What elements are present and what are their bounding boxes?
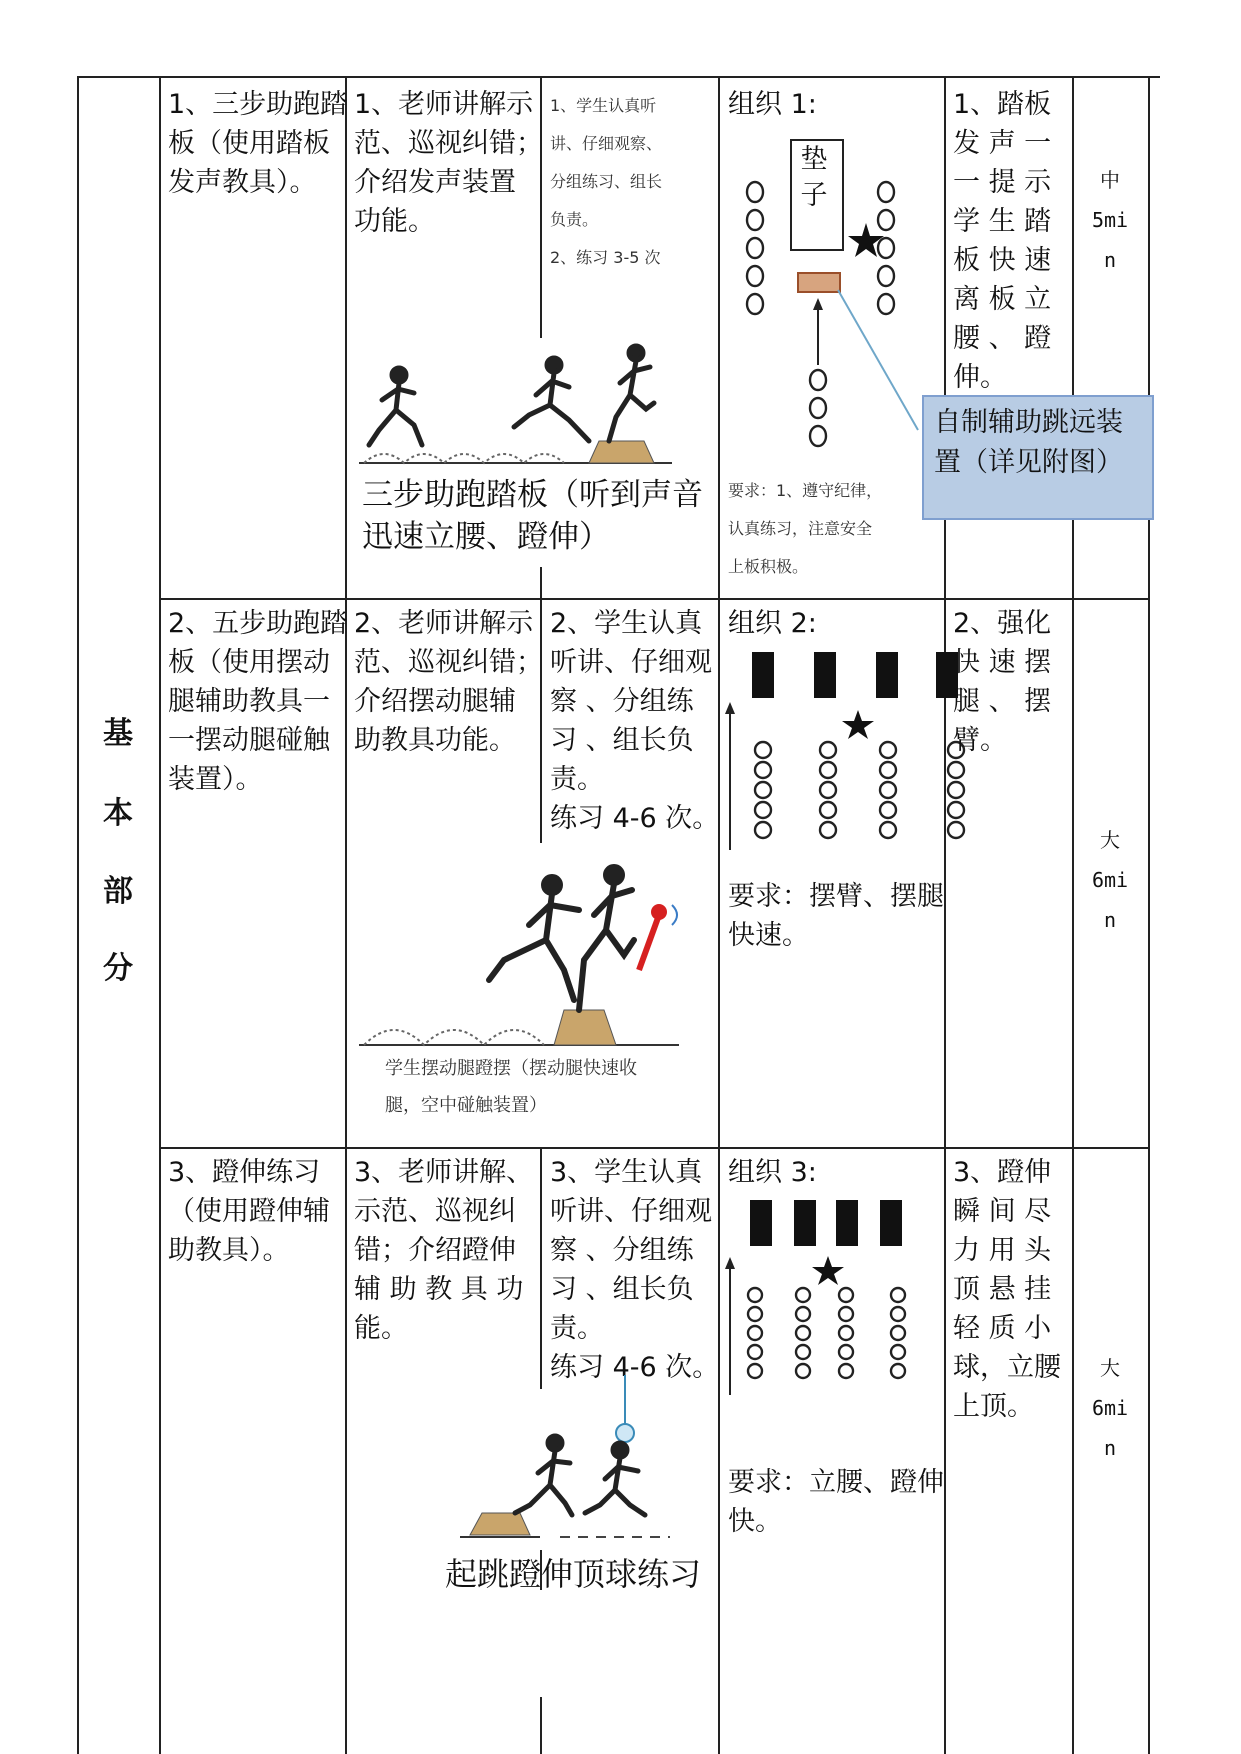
row3-points: 3、蹬伸 瞬 间 尽 力 用 头 顶 悬 挂 轻 质 小 球，立腰 上顶。 xyxy=(953,1157,1061,1422)
col-border xyxy=(345,76,347,1754)
row2-caption: 学生摆动腿蹬摆（摆动腿快速收 腿，空中碰触装置） xyxy=(385,1058,637,1116)
section-label-char: 部 xyxy=(103,874,133,909)
row1-teacher: 1、老师讲解示 范、巡视纠错； 介绍发声装置 功能。 xyxy=(354,89,543,237)
col-border xyxy=(159,76,161,1754)
row3-content: 3、蹬伸练习 （使用蹬伸辅 助教具）。 xyxy=(168,1157,330,1266)
row2-teacher: 2、老师讲解示 范、巡视纠错； 介绍摆动腿辅 助教具功能。 xyxy=(354,608,543,756)
row3-student: 3、学生认真 听讲、仔细观 察 、分组练 习 、组长负 责。 练习 4-6 次。 xyxy=(550,1157,720,1383)
row-border xyxy=(159,598,1150,600)
row1-student: 1、学生认真听 讲、仔细观察、 分组练习、组长 负责。 2、练习 3-5 次 xyxy=(550,96,663,267)
col-border xyxy=(540,1697,542,1754)
row1-jump-illustration xyxy=(354,345,674,470)
row3-jump-illustration xyxy=(460,1375,690,1545)
athlete-figure xyxy=(489,867,634,1010)
row3-org-title: 组织 3: xyxy=(728,1157,817,1188)
athlete-figure xyxy=(515,1436,645,1515)
col-border xyxy=(540,1149,542,1389)
row3-load: 大 6mi n xyxy=(1091,1356,1129,1460)
row2-requirement: 要求：摆臂、摆腿 快速。 xyxy=(728,881,944,951)
row2-org-title: 组织 2: xyxy=(728,608,817,639)
table-top-border xyxy=(77,76,1160,78)
row2-student: 2、学生认真 听讲、仔细观 察 、分组练 习 、组长负 责。 练习 4-6 次。 xyxy=(550,608,720,834)
device-callout: 自制辅助跳远装 置（详见附图） xyxy=(922,395,1154,520)
row1-requirement: 要求：1、遵守纪律， 认真练习，注意安全 上板积极。 xyxy=(728,481,883,576)
row1-content: 1、三步助跑踏 板（使用踏板 发声教具）。 xyxy=(168,89,348,198)
section-label-char: 基 xyxy=(103,716,133,751)
row1-points: 1、踏板 发 声 一 一 提 示 学 生 踏 板 快 速 离 板 立 腰 、 蹬 伸。 xyxy=(953,89,1052,393)
student-marks xyxy=(755,742,964,838)
row2-content: 2、五步助跑踏 板（使用摆动 腿辅助教具一 一摆动腿碰触 装置）。 xyxy=(168,608,348,795)
col-border xyxy=(1148,76,1150,1754)
athlete-figure xyxy=(369,346,654,445)
teacher-star-icon xyxy=(842,710,874,739)
row1-load: 中 5mi n xyxy=(1091,168,1129,272)
row1-caption: 三步助跑踏板（听到声音 迅速立腰、蹬伸） xyxy=(362,477,703,555)
row2-jump-illustration xyxy=(354,860,684,1050)
mat-label: 垫 子 xyxy=(800,144,828,211)
row-border xyxy=(159,1147,1150,1149)
row3-caption: 起跳蹬伸顶球练习 xyxy=(445,1555,702,1593)
row3-organization-diagram xyxy=(718,1190,944,1430)
row3-requirement: 要求：立腰、蹬伸 快。 xyxy=(728,1467,944,1537)
col-border xyxy=(944,76,946,1754)
row2-points: 2、强化 快 速 摆 腿 、 摆 臂。 xyxy=(953,608,1052,756)
row2-organization-diagram xyxy=(718,640,978,880)
section-label-char: 本 xyxy=(103,796,133,831)
row2-load: 大 6mi n xyxy=(1091,828,1129,932)
student-marks xyxy=(748,1288,905,1378)
teacher-star-icon xyxy=(812,1256,844,1285)
col-border xyxy=(1072,76,1074,1754)
row3-teacher: 3、老师讲解、 示范、巡视纠 错；介绍蹬伸 辅 助 教 具 功 能。 xyxy=(354,1157,534,1344)
row1-org-title: 组织 1: xyxy=(728,89,817,120)
springboard xyxy=(798,273,840,292)
section-label-char: 分 xyxy=(103,951,133,986)
col-border xyxy=(77,76,79,1754)
